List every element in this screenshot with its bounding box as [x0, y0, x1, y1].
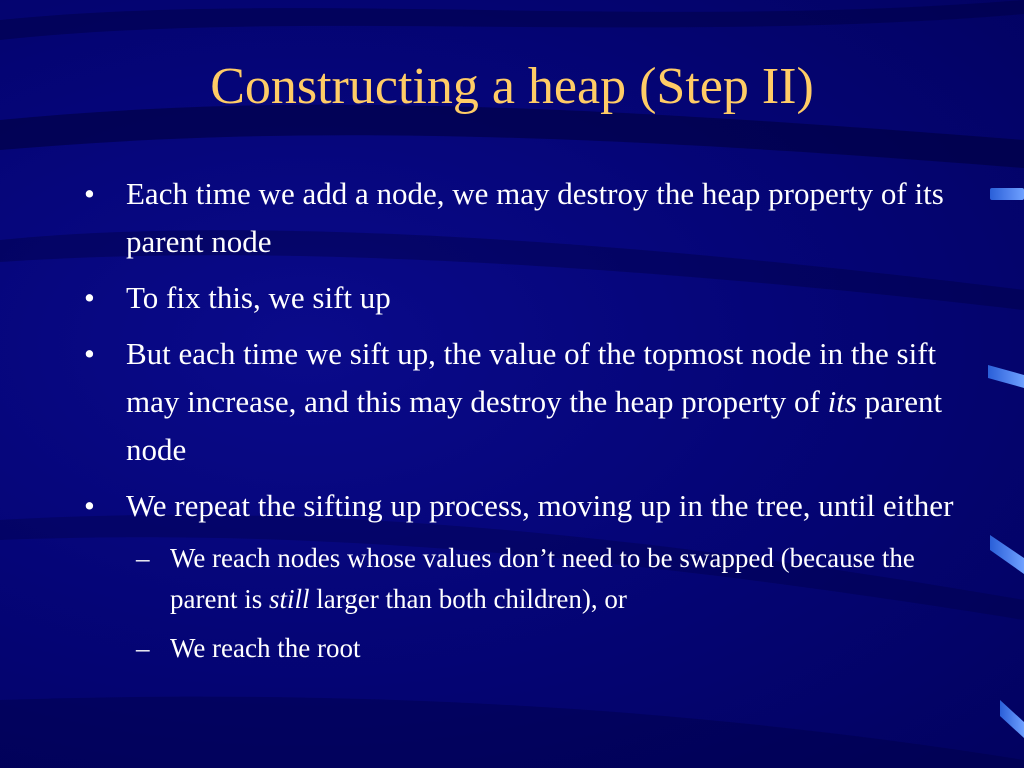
sub-bullet-item [84, 538, 954, 620]
bullet-emphasis: its [827, 384, 857, 419]
bullet-item [84, 330, 954, 474]
sub-bullet-text-start: We reach nodes whose values don’t need to be swapped (because the parent is [170, 543, 915, 614]
sub-bullet-marker: – [136, 633, 150, 663]
bullet-marker: • [84, 336, 95, 371]
bullet-text: Each time we add a node, we may destroy the heap property of its parent node [126, 176, 944, 259]
sub-bullet-marker: – [136, 543, 150, 573]
sub-bullet-emphasis: still [268, 584, 310, 614]
background-swoosh [0, 697, 1024, 768]
bullet-marker: • [84, 488, 95, 523]
background-swoosh [0, 0, 1024, 40]
bullet-marker: • [84, 176, 95, 211]
slide-title: Constructing a heap (Step II) [210, 58, 814, 115]
slide-body [84, 170, 954, 677]
accent-dash [1000, 700, 1024, 738]
bullet-item [84, 170, 954, 266]
sub-bullet-text: We reach the root [170, 633, 361, 663]
sub-bullet-item [84, 628, 954, 669]
bullet-text: To fix this, we sift up [126, 280, 391, 315]
accent-dash [988, 365, 1024, 388]
sub-bullet-text-end: larger than both children), or [309, 584, 627, 614]
bullet-marker: • [84, 280, 95, 315]
bullet-text-end: parent node [126, 384, 943, 467]
bullet-text: We repeat the sifting up process, moving up in the tree, until either [126, 488, 954, 523]
bullet-item [84, 482, 954, 530]
bullet-text-start: But each time we sift up, the value of the topmost node in the sift may increase, and this may destroy the heap property of [126, 336, 937, 419]
accent-dash [990, 535, 1024, 574]
accent-dash [990, 188, 1024, 200]
bullet-item [84, 274, 954, 322]
